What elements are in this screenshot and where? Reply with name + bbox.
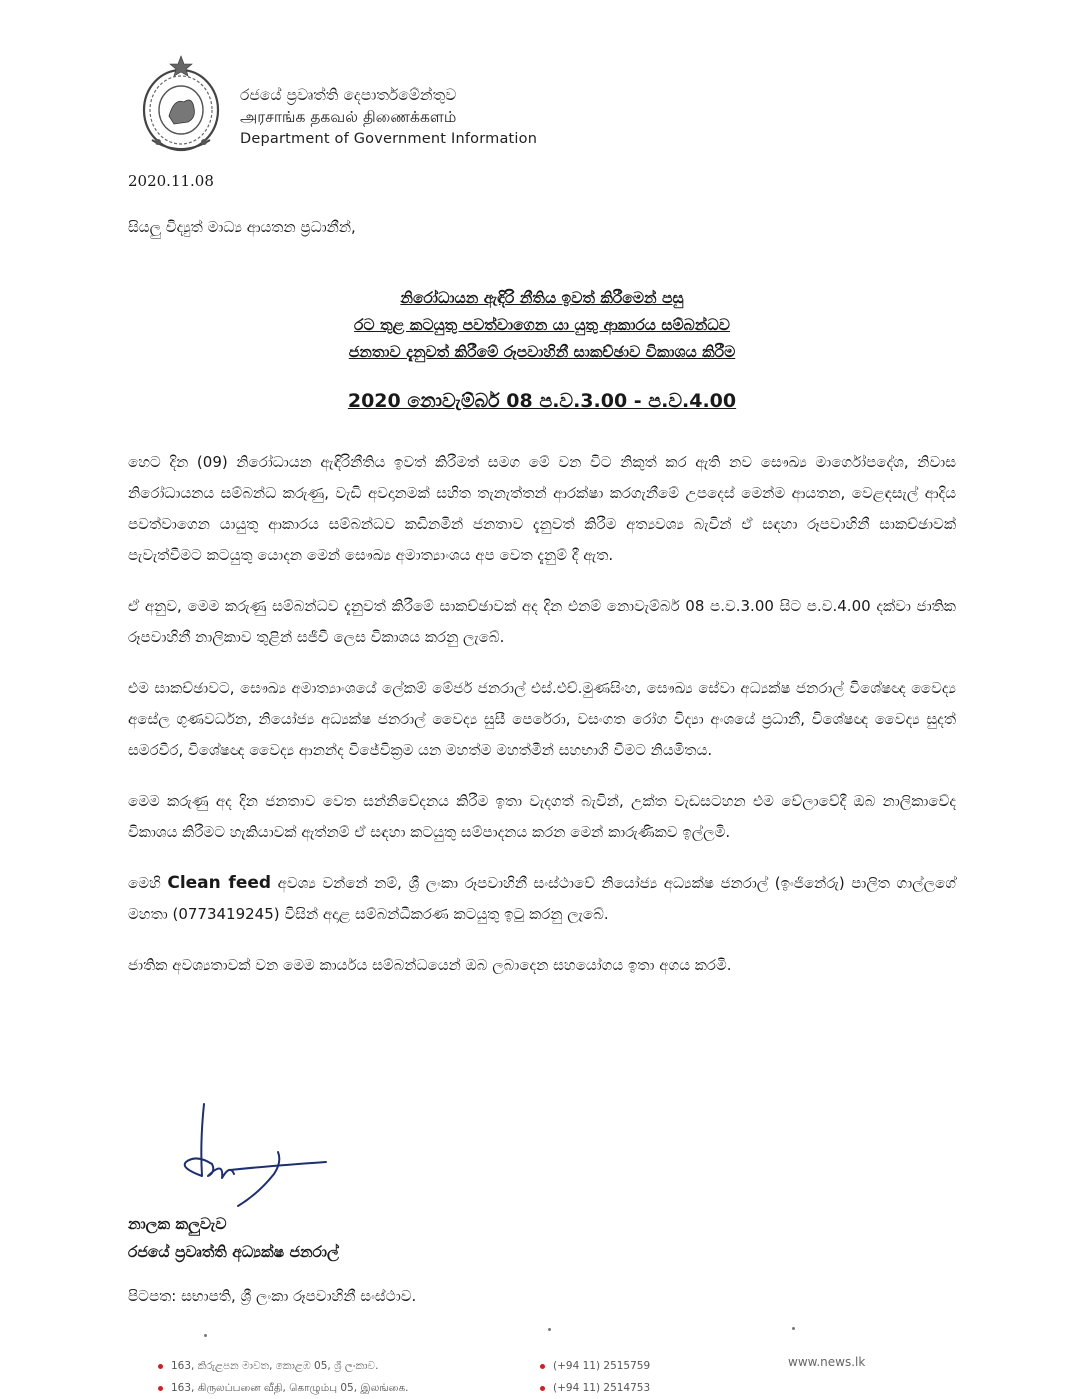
address-tamil: 163, கிருலப்பனை வீதி, கொழும்பு 05, இலங்கை. (171, 1382, 409, 1394)
subject-heading (128, 285, 956, 415)
bullet-icon (540, 1386, 545, 1391)
handwritten-signature (178, 1102, 328, 1212)
fax-number: (+94 11) 2514753 (553, 1382, 651, 1394)
copy-to: පිටපත: සභාපති, ශ්‍රී ලංකා රූපවාහිනී සංස්ථාව. (128, 1287, 417, 1305)
signer-title: රජයේ ප්‍රවෘත්ති අධ්‍යක්ෂ ජනරාල් (128, 1243, 339, 1261)
signer-block (128, 1210, 339, 1266)
paragraph-2: ඒ අනුව, මෙම කරුණු සම්බන්ධව දැනුවත් කිරීමේ සාකච්ඡාවක් අද දින එනම් නොවැම්බර් 08 ප.ව.3.00 සිට ප.ව.4.00 දක්වා ජාතික රූපවාහිනී නාලිකාව තුළින් සජීවී ලෙස විකාශය කරනු ලැබේ. (128, 597, 956, 646)
letterhead (138, 52, 578, 162)
scan-speck (548, 1328, 551, 1331)
department-name-tamil: அரசாங்க தகவல் திணைக்களம் (240, 108, 457, 126)
department-name-english: Department of Government Information (240, 131, 538, 147)
paragraph-5 (128, 868, 956, 930)
letter-footer (140, 1355, 1040, 1398)
national-emblem-icon (138, 52, 224, 158)
signer-name: නාලක කලුවැව (128, 1215, 227, 1233)
paragraph-5-end: අවශ්‍ය වන්නේ නම්, ශ්‍රී ලංකා රූපවාහිනී සංස්ථාවේ නියෝජ්‍ය අධ්‍යක්ෂ ජනරාල් (ඉංජිනේරු) පාලිත ගාල්ලගේ මහතා (0773419245) විසින් අදාළ සම්බන්ධීකරණ කටයුතු ඉටු කරනු ලැබේ. (128, 874, 957, 923)
letter-body (128, 447, 956, 1001)
letterhead-text (240, 84, 537, 150)
scan-speck (792, 1327, 795, 1330)
footer-website: www.news.lk (788, 1355, 866, 1369)
paragraph-5-start: මෙහි (128, 874, 168, 892)
footer-phones (540, 1355, 650, 1399)
clean-feed-term: Clean feed (167, 873, 272, 893)
subject-line-1: නිරෝධායන ඇඳිරි නීතිය ඉවත් කිරීමෙන් පසු (400, 289, 684, 307)
bullet-icon (158, 1364, 163, 1369)
phone-number: (+94 11) 2515759 (553, 1360, 651, 1372)
paragraph-6: ජාතික අවශ්‍යතාවක් වන මෙම කාර්යය සම්බන්ධයෙන් ඔබ ලබාදෙන සහයෝගය ඉතා අගය කරමි. (128, 956, 732, 974)
subject-line-2: රට තුළ කටයුතු පවත්වාගෙන යා යුතු ආකාරය සම්බන්ධව (354, 316, 730, 334)
paragraph-4: මෙම කරුණු අද දින ජනතාව වෙත සන්නිවේදනය කිරීම ඉතා වැදගත් බැවින්, උක්ත වැඩසටහන එම වේලාවේදී ඔබ නාලිකාවේද විකාශය කිරීමට හැකියාවක් ඇත්නම් ඒ සඳහා කටයුතු සම්පාදනය කරන මෙන් කාරුණිකව ඉල්ලමි. (128, 792, 956, 841)
subject-line-3: ජනතාව දැනුවත් කිරීමේ රූපවාහිනී සාකච්ඡාව විකාශය කිරීම (348, 343, 736, 361)
address-sinhala: 163, කිරුළපන මාවත, කොළඹ 05, ශ්‍රී ලංකාව. (171, 1360, 379, 1372)
paragraph-1: හෙට දින (09) නිරෝධායන ඇඳිරිනීතිය ඉවත් කිරීමත් සමග මේ වන විට නිකුත් කර ඇති නව සෞඛ්‍ය මාර්ගෝපදේශ, නිවාස නිරෝධායනය සම්බන්ධ කරුණු, වැඩි අවදානමක් සහිත තැනැත්තන් ආරක්ෂා කරගැනීමේ උපදෙස් මෙන්ම ආයතන, වෙළඳසැල් ආදිය පවත්වාගෙන යායුතු ආකාරය සම්බන්ධව කඩිනමින් ජනතාව දැනුවත් කිරීම අත්‍යවශ්‍ය බැවින් ඒ සඳහා රූපවාහිනී සාකච්ඡාවක් පැවැත්වීමට කටයුතු යොදන මෙන් සෞඛ්‍ය අමාත්‍යාංශය අප වෙත දැනුම් දී ඇත. (128, 453, 956, 564)
bullet-icon (540, 1364, 545, 1369)
salutation: සියලු විද්‍යුත් මාධ්‍ය ආයතන ප්‍රධානීන්, (128, 218, 356, 236)
paragraph-3: එම සාකච්ඡාවට, සෞඛ්‍ය අමාත්‍යාංශයේ ලේකම් මේජර් ජනරාල් එස්.එච්.මුණසිංහ, සෞඛ්‍ය සේවා අධ්‍යක්ෂ ජනරාල් විශේෂඥ වෛද්‍ය අසේල ගුණවර්ධන, නියෝජ්‍ය අධ්‍යක්ෂ ජනරාල් වෛද්‍ය සුසී පෙරේරා, වසංගත රෝග විද්‍යා අංශයේ ප්‍රධානී, විශේෂඥ වෛද්‍ය සුදත් සමරවීර, විශේෂඥ වෛද්‍ය ආනන්ද විජේවික්‍රම යන මහත්ම මහත්මීන් සහභාගි වීමට නියමිතය. (128, 679, 956, 759)
department-name-sinhala: රජයේ ප්‍රවෘත්ති දෙපාර්තමේන්තුව (240, 86, 457, 104)
footer-address (158, 1355, 409, 1399)
scan-speck (204, 1334, 207, 1337)
broadcast-time: 2020 නොවැම්බර් 08 ප.ව.3.00 - ප.ව.4.00 (347, 390, 737, 412)
bullet-icon (158, 1386, 163, 1391)
letter-date: 2020.11.08 (128, 172, 214, 190)
